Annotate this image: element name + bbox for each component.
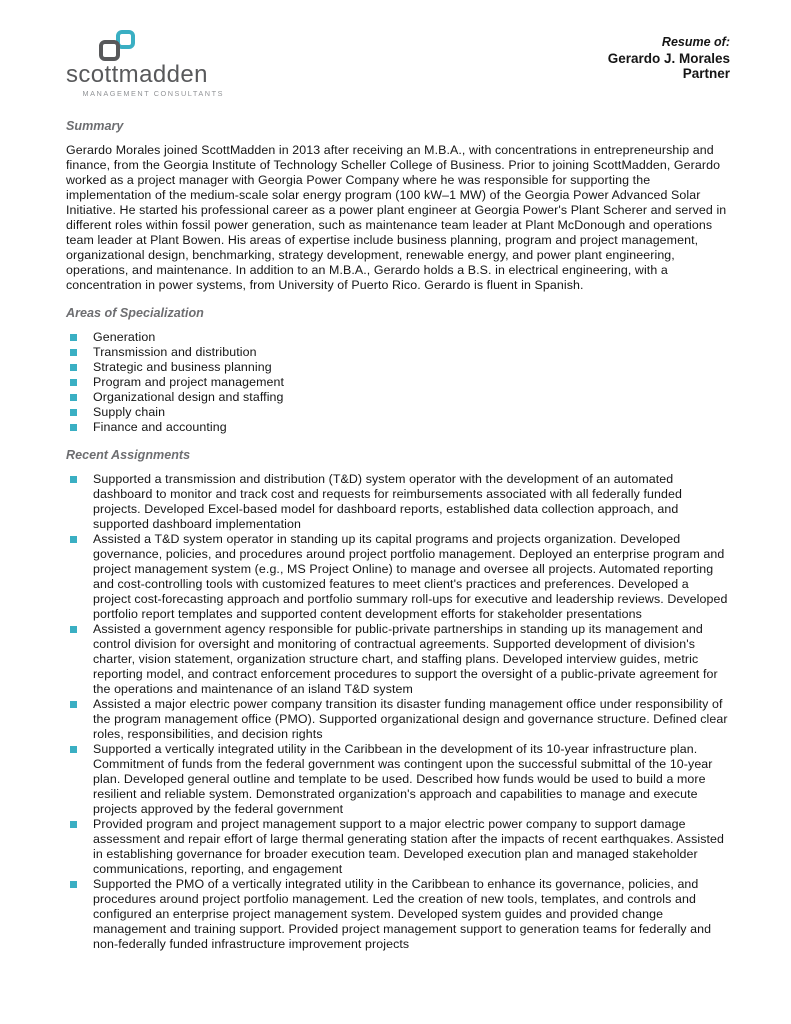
list-item: Supported a vertically integrated utility in the Caribbean in the development of its 10-year infrastructure plan. Commitment of funds from the federal government was contingent upon the successful submittal of the 10-year plan. Developed general outline and template to be used. Described how funds would be used to build a more resilient and reliable system. Demonstrated organization's approach and capabilities to manage and execute projects approved by the federal government: [66, 742, 730, 817]
list-item: Transmission and distribution: [66, 345, 730, 360]
summary-paragraph: Gerardo Morales joined ScottMadden in 2013 after receiving an M.B.A., with concentrations in entrepreneurship and finance, from the Georgia Institute of Technology Scheller College of Business. Prior to joining ScottMadden, Gerardo worked as a project manager with Georgia Power Company where he was responsible for supporting the implementation of the medium-scale solar energy program (100 kW–1 MW) of the Georgia Power Advanced Solar Initiative. He started his professional career as a power plant engineer at Georgia Power's Plant Scherer and served in different roles within fossil power generation, such as maintenance team leader at Plant McDonough and operations team leader at Plant Bowen. His areas of expertise include business planning, program and project management, organizational design, benchmarking, strategy development, renewable energy, and power plant engineering, operations, and maintenance. In addition to an M.B.A., Gerardo holds a B.S. in electrical engineering, with a concentration in power systems, from University of Puerto Rico. Gerardo is fluent in Spanish.: [66, 143, 727, 292]
logo-brand-text: scottmadden: [66, 61, 208, 88]
recent-assignments-section: [66, 448, 730, 952]
overlapping-squares-logo-icon: [99, 30, 137, 61]
list-item: Strategic and business planning: [66, 360, 730, 375]
specialization-heading: Areas of Specialization: [66, 306, 204, 320]
list-item: Provided program and project management support to a major electric power company to support damage assessment and repair effort of large thermal generating station after the impacts of recent earthquakes. Assisted in establishing governance for broader execution team. Developed execution plan and managed stakeholder communications, reporting, and engagement: [66, 817, 730, 877]
summary-section: [66, 119, 730, 293]
list-item: Supply chain: [66, 405, 730, 420]
list-item: Program and project management: [66, 375, 730, 390]
list-item: Finance and accounting: [66, 420, 730, 435]
specialization-list: [66, 330, 730, 435]
areas-of-specialization-section: [66, 306, 730, 435]
page-header: [66, 30, 730, 98]
list-item: Supported the PMO of a vertically integrated utility in the Caribbean to enhance its governance, policies, and procedures around project portfolio management. Led the creation of new tools, templates, and controls and configured an enterprise project management system. Developed system guides and provided change management and training support. Provided project management support to generation teams for federally and non-federally funded infrastructure improvement projects: [66, 877, 730, 952]
assignments-heading: Recent Assignments: [66, 448, 191, 462]
list-item: Supported a transmission and distribution (T&D) system operator with the development of an automated dashboard to monitor and track cost and requests for reimbursements associated with all federally funded projects. Developed Excel-based model for dashboard reports, established data collection approach, and supported dashboard implementation: [66, 472, 730, 532]
scottmadden-logo: [66, 30, 224, 98]
list-item: Assisted a government agency responsible for public-private partnerships in standing up its management and control division for oversight and monitoring of contractual agreements. Supported development of division's charter, vision statement, organization structure chart, and staffing plans. Developed interview guides, metric reporting model, and contract enforcement procedures to support the oversight of a public-private agreement for the operations and maintenance of an island T&D system: [66, 622, 730, 697]
assignments-list: [66, 472, 730, 952]
logo-gray-square-icon: [99, 40, 120, 61]
resume-identity-block: [608, 30, 730, 82]
person-title: Partner: [682, 66, 730, 81]
list-item: Generation: [66, 330, 730, 345]
logo-tagline: MANAGEMENT CONSULTANTS: [82, 89, 224, 98]
list-item: Assisted a major electric power company transition its disaster funding management office under responsibility of the program management office (PMO). Supported organizational design and governance structure. Defined clear roles, responsibilities, and decision rights: [66, 697, 730, 742]
person-name: Gerardo J. Morales: [607, 50, 730, 66]
list-item: Organizational design and staffing: [66, 390, 730, 405]
resume-of-label: Resume of:: [661, 35, 730, 49]
list-item: Assisted a T&D system operator in standing up its capital programs and projects organization. Developed governance, policies, and procedures around project portfolio management. Deployed an enterprise program and project management system (e.g., MS Project Online) to manage and oversee all projects. Automated reporting and cost-controlling tools with customized features to meet client's practices and preferences. Developed a project cost-forecasting approach and portfolio summary roll-ups for executive and leadership reviews. Developed portfolio report templates and supported content development efforts for stakeholder presentations: [66, 532, 730, 622]
summary-heading: Summary: [66, 119, 124, 133]
